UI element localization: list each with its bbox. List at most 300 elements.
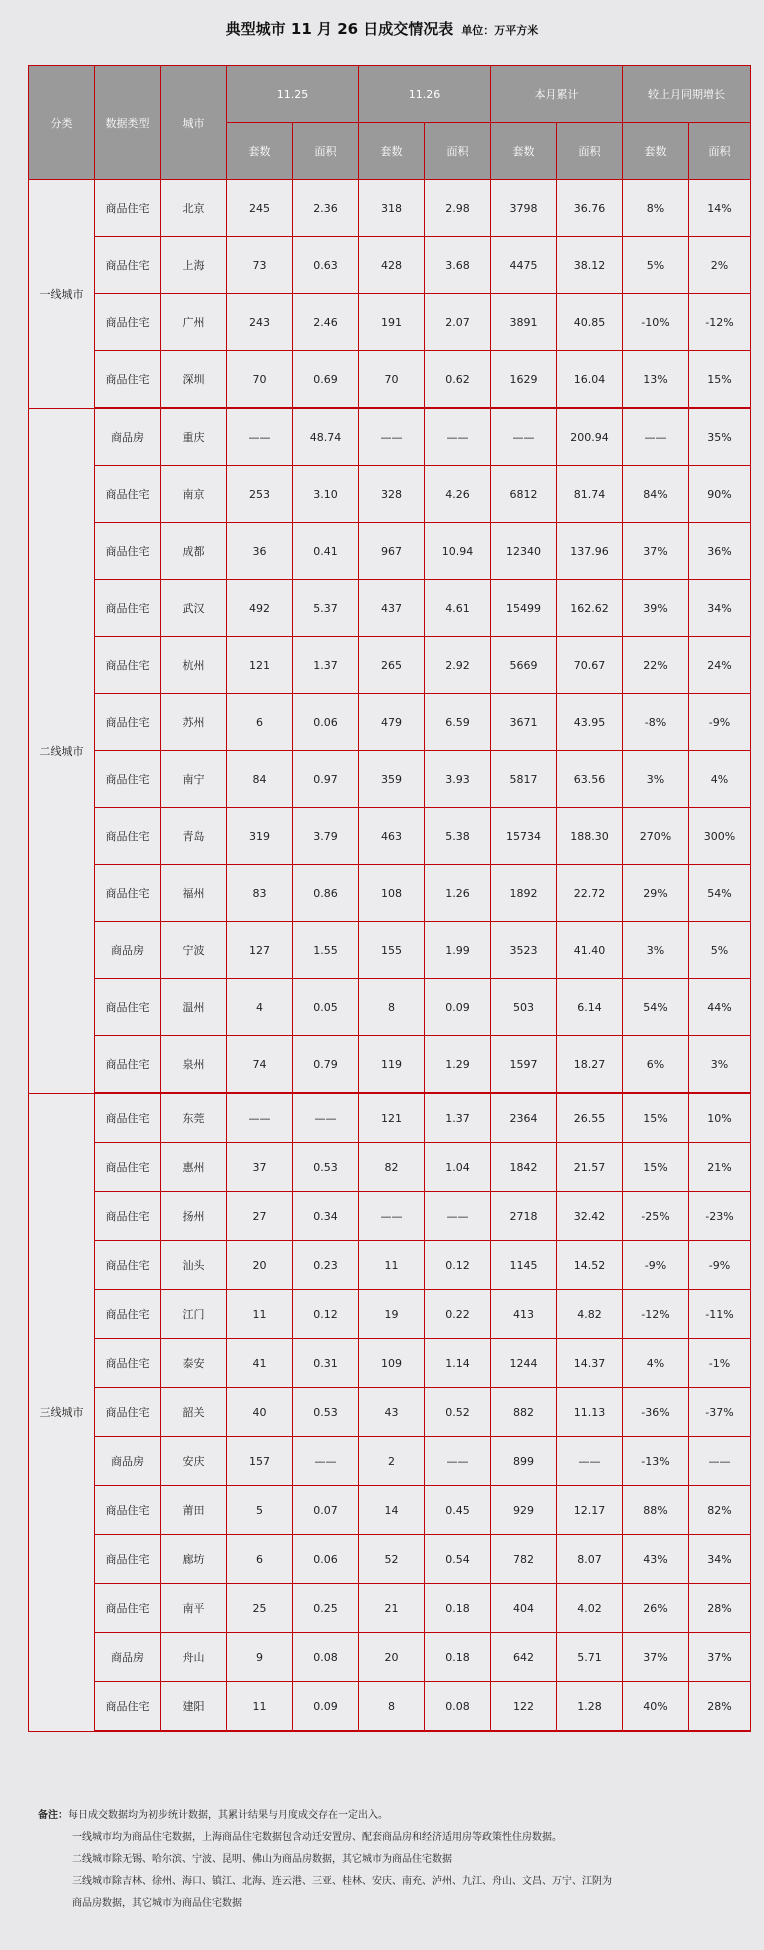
table-row [29,1036,751,1094]
table-row [29,1388,751,1437]
city-cell: 南宁 [161,751,227,808]
table-row [29,922,751,979]
table-row [29,1682,751,1732]
note-line [38,1805,738,1827]
data-type-cell: 商品房 [95,922,161,979]
city-cell: 建阳 [161,1682,227,1732]
value-cell: 1.26 [425,865,491,922]
value-cell: 1.14 [425,1339,491,1388]
table-row [29,523,751,580]
value-cell: 14% [689,180,751,237]
value-cell: 437 [359,580,425,637]
value-cell: 6% [623,1036,689,1094]
value-cell: 0.08 [293,1633,359,1682]
table-row [29,1633,751,1682]
value-cell: 300% [689,808,751,865]
value-cell: 5.37 [293,580,359,637]
city-cell: 重庆 [161,408,227,466]
value-cell: 782 [491,1535,557,1584]
value-cell: 0.18 [425,1584,491,1633]
value-cell: 8.07 [557,1535,623,1584]
value-cell: 413 [491,1290,557,1339]
value-cell: —— [623,408,689,466]
value-cell: 37 [227,1143,293,1192]
city-cell: 青岛 [161,808,227,865]
city-cell: 东莞 [161,1093,227,1143]
data-type-cell: 商品住宅 [95,294,161,351]
note-line: 一线城市均为商品住宅数据，上海商品住宅数据包含动迁安置房、配套商品房和经济适用房等政策性住房数据。 [72,1832,562,1843]
data-type-cell: 商品住宅 [95,1535,161,1584]
value-cell: 0.41 [293,523,359,580]
value-cell: —— [689,1437,751,1486]
value-cell: 2.07 [425,294,491,351]
city-cell: 南平 [161,1584,227,1633]
page-title [0,18,764,39]
value-cell: 2.46 [293,294,359,351]
value-cell: 4.82 [557,1290,623,1339]
value-cell: 3891 [491,294,557,351]
value-cell: 0.54 [425,1535,491,1584]
value-cell: 4.61 [425,580,491,637]
value-cell: 26% [623,1584,689,1633]
value-cell: 15% [689,351,751,409]
header-category: 分类 [29,66,95,180]
table-row [29,1437,751,1486]
table-row [29,1093,751,1143]
value-cell: 6.14 [557,979,623,1036]
city-cell: 泉州 [161,1036,227,1094]
value-cell: 0.09 [293,1682,359,1732]
table-row [29,1584,751,1633]
note-text: 每日成交数据均为初步统计数据，其累计结果与月度成交存在一定出入。 [68,1810,388,1821]
value-cell: 108 [359,865,425,922]
value-cell: 2.92 [425,637,491,694]
city-cell: 惠州 [161,1143,227,1192]
value-cell: 5.38 [425,808,491,865]
data-type-cell: 商品住宅 [95,580,161,637]
transactions-table [28,65,751,1732]
value-cell: -11% [689,1290,751,1339]
value-cell: 25 [227,1584,293,1633]
value-cell: 19 [359,1290,425,1339]
value-cell: 0.69 [293,351,359,409]
value-cell: 0.05 [293,979,359,1036]
value-cell: —— [425,1192,491,1241]
value-cell: 24% [689,637,751,694]
value-cell: 882 [491,1388,557,1437]
value-cell: 2.36 [293,180,359,237]
value-cell: 16.04 [557,351,623,409]
value-cell: 12.17 [557,1486,623,1535]
value-cell: 82% [689,1486,751,1535]
value-cell: 73 [227,237,293,294]
value-cell: 14.52 [557,1241,623,1290]
value-cell: 39% [623,580,689,637]
value-cell: 3% [623,751,689,808]
header-data-type: 数据类型 [95,66,161,180]
notes-label: 备注： [38,1810,68,1821]
value-cell: 121 [227,637,293,694]
value-cell: 20 [359,1633,425,1682]
table-row [29,1143,751,1192]
value-cell: 81.74 [557,466,623,523]
value-cell: 122 [491,1682,557,1732]
table-body [29,180,751,1732]
value-cell: 6 [227,1535,293,1584]
data-type-cell: 商品房 [95,408,161,466]
value-cell: 10.94 [425,523,491,580]
value-cell: 0.07 [293,1486,359,1535]
header-sub: 面积 [689,123,751,180]
value-cell: 0.09 [425,979,491,1036]
value-cell: 642 [491,1633,557,1682]
table-row [29,408,751,466]
value-cell: 503 [491,979,557,1036]
table-row [29,1486,751,1535]
value-cell: 0.12 [425,1241,491,1290]
value-cell: 265 [359,637,425,694]
value-cell: 1.04 [425,1143,491,1192]
value-cell: 1.29 [425,1036,491,1094]
value-cell: 1.55 [293,922,359,979]
value-cell: 37% [623,1633,689,1682]
value-cell: 162.62 [557,580,623,637]
value-cell: 4% [623,1339,689,1388]
value-cell: 3% [689,1036,751,1094]
city-cell: 武汉 [161,580,227,637]
city-cell: 莆田 [161,1486,227,1535]
value-cell: 70.67 [557,637,623,694]
value-cell: -23% [689,1192,751,1241]
value-cell: 8 [359,979,425,1036]
city-cell: 韶关 [161,1388,227,1437]
header-city: 城市 [161,66,227,180]
value-cell: 26.55 [557,1093,623,1143]
value-cell: 318 [359,180,425,237]
header-group-month: 本月累计 [491,66,623,123]
value-cell: -12% [689,294,751,351]
category-cell: 一线城市 [29,180,95,409]
table-row [29,751,751,808]
city-cell: 福州 [161,865,227,922]
value-cell: 1.99 [425,922,491,979]
value-cell: 22.72 [557,865,623,922]
value-cell: -9% [623,1241,689,1290]
data-type-cell: 商品房 [95,1437,161,1486]
value-cell: 5817 [491,751,557,808]
value-cell: 40.85 [557,294,623,351]
value-cell: 37% [689,1633,751,1682]
value-cell: 14 [359,1486,425,1535]
value-cell: 43 [359,1388,425,1437]
value-cell: 0.52 [425,1388,491,1437]
header-sub: 套数 [359,123,425,180]
value-cell: 84% [623,466,689,523]
value-cell: 12340 [491,523,557,580]
value-cell: —— [557,1437,623,1486]
value-cell: 6812 [491,466,557,523]
header-sub: 套数 [623,123,689,180]
data-type-cell: 商品住宅 [95,637,161,694]
data-type-cell: 商品住宅 [95,1192,161,1241]
value-cell: 243 [227,294,293,351]
value-cell: 1892 [491,865,557,922]
value-cell: 3523 [491,922,557,979]
value-cell: 5% [623,237,689,294]
value-cell: -1% [689,1339,751,1388]
value-cell: —— [227,408,293,466]
value-cell: 2718 [491,1192,557,1241]
value-cell: 36% [689,523,751,580]
value-cell: 83 [227,865,293,922]
value-cell: 34% [689,580,751,637]
value-cell: 155 [359,922,425,979]
value-cell: 404 [491,1584,557,1633]
table-row [29,580,751,637]
data-type-cell: 商品住宅 [95,1486,161,1535]
value-cell: 0.97 [293,751,359,808]
data-type-cell: 商品住宅 [95,1290,161,1339]
city-cell: 江门 [161,1290,227,1339]
data-type-cell: 商品住宅 [95,523,161,580]
value-cell: 4.26 [425,466,491,523]
value-cell: -36% [623,1388,689,1437]
value-cell: 2.98 [425,180,491,237]
value-cell: 10% [689,1093,751,1143]
value-cell: 127 [227,922,293,979]
value-cell: 36 [227,523,293,580]
value-cell: 11.13 [557,1388,623,1437]
value-cell: 0.18 [425,1633,491,1682]
value-cell: 3.68 [425,237,491,294]
value-cell: 359 [359,751,425,808]
city-cell: 扬州 [161,1192,227,1241]
value-cell: —— [491,408,557,466]
value-cell: 8 [359,1682,425,1732]
table-row [29,237,751,294]
value-cell: 74 [227,1036,293,1094]
value-cell: 137.96 [557,523,623,580]
value-cell: 270% [623,808,689,865]
value-cell: 0.23 [293,1241,359,1290]
value-cell: 70 [227,351,293,409]
table-row [29,865,751,922]
value-cell: 54% [689,865,751,922]
city-cell: 深圳 [161,351,227,409]
value-cell: -9% [689,694,751,751]
value-cell: 27 [227,1192,293,1241]
notes [38,1805,738,1915]
value-cell: 3% [623,922,689,979]
value-cell: 0.62 [425,351,491,409]
data-type-cell: 商品住宅 [95,180,161,237]
value-cell: 245 [227,180,293,237]
value-cell: 463 [359,808,425,865]
value-cell: 35% [689,408,751,466]
value-cell: 11 [227,1290,293,1339]
value-cell: 0.53 [293,1143,359,1192]
value-cell: 119 [359,1036,425,1094]
value-cell: —— [425,408,491,466]
value-cell: 191 [359,294,425,351]
value-cell: 34% [689,1535,751,1584]
data-type-cell: 商品住宅 [95,1584,161,1633]
data-type-cell: 商品住宅 [95,865,161,922]
value-cell: 15734 [491,808,557,865]
city-cell: 北京 [161,180,227,237]
data-type-cell: 商品住宅 [95,694,161,751]
data-type-cell: 商品住宅 [95,1339,161,1388]
value-cell: 21 [359,1584,425,1633]
city-cell: 杭州 [161,637,227,694]
value-cell: 0.63 [293,237,359,294]
value-cell: -12% [623,1290,689,1339]
value-cell: —— [293,1437,359,1486]
value-cell: 2364 [491,1093,557,1143]
table-row [29,1241,751,1290]
value-cell: 5% [689,922,751,979]
value-cell: 0.08 [425,1682,491,1732]
value-cell: 0.45 [425,1486,491,1535]
header-sub: 套数 [227,123,293,180]
value-cell: 428 [359,237,425,294]
value-cell: 1.37 [425,1093,491,1143]
value-cell: 54% [623,979,689,1036]
value-cell: 22% [623,637,689,694]
value-cell: 5 [227,1486,293,1535]
data-type-cell: 商品住宅 [95,808,161,865]
value-cell: 52 [359,1535,425,1584]
value-cell: 929 [491,1486,557,1535]
data-type-cell: 商品住宅 [95,1093,161,1143]
value-cell: 11 [359,1241,425,1290]
value-cell: 63.56 [557,751,623,808]
city-cell: 汕头 [161,1241,227,1290]
value-cell: —— [359,408,425,466]
header-sub: 面积 [557,123,623,180]
value-cell: -9% [689,1241,751,1290]
header-group-1125: 11.25 [227,66,359,123]
value-cell: 15% [623,1143,689,1192]
value-cell: 8% [623,180,689,237]
city-cell: 宁波 [161,922,227,979]
city-cell: 上海 [161,237,227,294]
value-cell: 479 [359,694,425,751]
value-cell: 21% [689,1143,751,1192]
value-cell: 109 [359,1339,425,1388]
value-cell: 40 [227,1388,293,1437]
value-cell: 14.37 [557,1339,623,1388]
value-cell: -13% [623,1437,689,1486]
title-text: 典型城市 11 月 26 日成交情况表 [225,20,454,38]
value-cell: 899 [491,1437,557,1486]
value-cell: 5.71 [557,1633,623,1682]
value-cell: 41 [227,1339,293,1388]
value-cell: 37% [623,523,689,580]
value-cell: 13% [623,351,689,409]
value-cell: 44% [689,979,751,1036]
value-cell: 90% [689,466,751,523]
value-cell: 15% [623,1093,689,1143]
value-cell: 15499 [491,580,557,637]
value-cell: 4.02 [557,1584,623,1633]
city-cell: 廊坊 [161,1535,227,1584]
city-cell: 苏州 [161,694,227,751]
data-type-cell: 商品房 [95,1633,161,1682]
value-cell: 0.79 [293,1036,359,1094]
table-row [29,294,751,351]
value-cell: 20 [227,1241,293,1290]
header-group-growth: 较上月同期增长 [623,66,751,123]
value-cell: 1629 [491,351,557,409]
value-cell: 328 [359,466,425,523]
table-row [29,466,751,523]
value-cell: -25% [623,1192,689,1241]
value-cell: 967 [359,523,425,580]
value-cell: 0.06 [293,694,359,751]
value-cell: 253 [227,466,293,523]
value-cell: 18.27 [557,1036,623,1094]
city-cell: 南京 [161,466,227,523]
value-cell: 32.42 [557,1192,623,1241]
value-cell: -37% [689,1388,751,1437]
value-cell: 1597 [491,1036,557,1094]
data-type-cell: 商品住宅 [95,1241,161,1290]
value-cell: 1.28 [557,1682,623,1732]
value-cell: 1.37 [293,637,359,694]
value-cell: 0.12 [293,1290,359,1339]
note-line: 商品房数据，其它城市为商品住宅数据 [72,1898,242,1909]
value-cell: 11 [227,1682,293,1732]
table-row [29,1192,751,1241]
value-cell: 5669 [491,637,557,694]
value-cell: 188.30 [557,808,623,865]
city-cell: 泰安 [161,1339,227,1388]
value-cell: 40% [623,1682,689,1732]
note-line: 三线城市除吉林、徐州、海口、镇江、北海、连云港、三亚、桂林、安庆、南充、泸州、九江、舟山、文昌、万宁、江阴为 [72,1876,612,1887]
table-row [29,808,751,865]
value-cell: 48.74 [293,408,359,466]
data-type-cell: 商品住宅 [95,979,161,1036]
data-type-cell: 商品住宅 [95,751,161,808]
table-row [29,979,751,1036]
data-type-cell: 商品住宅 [95,237,161,294]
value-cell: 28% [689,1584,751,1633]
value-cell: 121 [359,1093,425,1143]
value-cell: 319 [227,808,293,865]
value-cell: 3671 [491,694,557,751]
value-cell: 70 [359,351,425,409]
value-cell: 43.95 [557,694,623,751]
value-cell: 84 [227,751,293,808]
header-sub: 套数 [491,123,557,180]
city-cell: 温州 [161,979,227,1036]
value-cell: 157 [227,1437,293,1486]
city-cell: 成都 [161,523,227,580]
note-line: 二线城市除无锡、哈尔滨、宁波、昆明、佛山为商品房数据，其它城市为商品住宅数据 [72,1854,452,1865]
value-cell: 492 [227,580,293,637]
value-cell: 38.12 [557,237,623,294]
value-cell: 1842 [491,1143,557,1192]
value-cell: 6 [227,694,293,751]
value-cell: 200.94 [557,408,623,466]
value-cell: 82 [359,1143,425,1192]
unit-label: 单位：万平方米 [461,24,539,37]
value-cell: 36.76 [557,180,623,237]
value-cell: 3.79 [293,808,359,865]
city-cell: 广州 [161,294,227,351]
data-type-cell: 商品住宅 [95,1143,161,1192]
